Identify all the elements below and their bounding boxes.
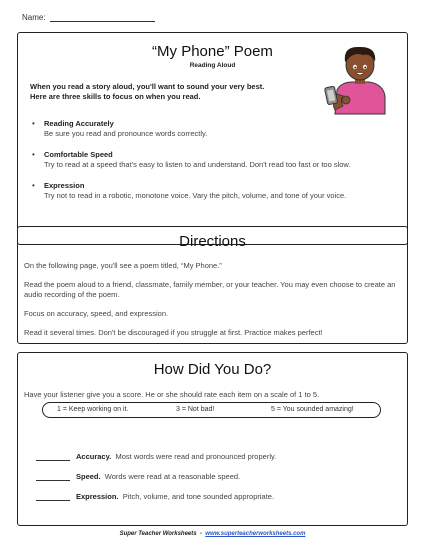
skill-heading: Comfortable Speed xyxy=(44,150,113,159)
assessment-instructions: Have your listener give you a score. He or she should rate each item on a scale of 1 to 5. xyxy=(24,390,320,399)
footer-separator: - xyxy=(199,531,202,537)
intro-line-2: Here are three skills to focus on when you read. xyxy=(30,92,201,101)
score-blank[interactable] xyxy=(36,453,70,461)
rating-label: Speed. xyxy=(76,472,101,481)
skill-text: Try not to read in a robotic, monotone voice. Vary the pitch, volume, and tone of your voice. xyxy=(44,191,347,200)
directions-paragraph: Read the poem aloud to a friend, classmate, family member, or your teacher. You may even choose to create an audio recording of the poem. xyxy=(24,280,396,299)
poem-subtitle: Reading Aloud xyxy=(189,62,236,69)
assessment-title: How Did You Do? xyxy=(153,361,272,378)
rating-scale xyxy=(42,402,381,418)
directions-paragraph: Focus on accuracy, speed, and expression. xyxy=(24,309,169,318)
skill-item: • Reading Accurately Be sure you read and pronounce words correctly. xyxy=(22,119,392,139)
directions-section xyxy=(17,226,408,344)
rating-row xyxy=(36,472,240,481)
rating-text: Most words were read and pronounced properly. xyxy=(115,452,277,461)
scale-high: 5 = You sounded amazing! xyxy=(271,406,354,413)
name-label: Name: xyxy=(22,13,46,22)
intro-section xyxy=(17,32,408,245)
rating-text: Pitch, volume, and tone sounded appropriate. xyxy=(122,492,275,501)
skill-text: Be sure you read and pronounce words correctly. xyxy=(44,129,208,138)
child-phone-illustration xyxy=(323,40,397,116)
self-assessment-section xyxy=(17,352,408,526)
name-field[interactable] xyxy=(22,13,155,22)
score-blank[interactable] xyxy=(36,473,70,481)
skill-item: • Expression Try not to read in a robotic, monotone voice. Vary the pitch, volume, and tone of your voice. xyxy=(22,181,392,201)
skill-text: Try to read at a speed that's easy to listen to and understand. Don't read too fast or too slow. xyxy=(44,160,351,169)
rating-label: Expression. xyxy=(76,492,119,501)
directions-title: Directions xyxy=(179,233,246,250)
rating-text: Words were read at a reasonable speed. xyxy=(104,472,241,481)
skill-item: • Comfortable Speed Try to read at a speed that's easy to listen to and understand. Don't read too fast or too slow. xyxy=(22,150,392,170)
footer-link[interactable]: www.superteacherworksheets.com xyxy=(205,531,306,537)
rating-label: Accuracy. xyxy=(76,452,112,461)
scale-mid: 3 = Not bad! xyxy=(176,406,215,413)
intro-line-1: When you read a story aloud, you'll want to sound your very best. xyxy=(30,82,265,91)
rating-row xyxy=(36,452,276,461)
skill-heading: Expression xyxy=(44,181,85,190)
directions-paragraph: On the following page, you'll see a poem titled, “My Phone.” xyxy=(24,261,222,270)
skill-heading: Reading Accurately xyxy=(44,119,114,128)
score-blank[interactable] xyxy=(36,493,70,501)
directions-paragraph: Read it several times. Don't be discouraged if you struggle at first. Practice makes perfect! xyxy=(24,328,323,337)
scale-low: 1 = Keep working on it. xyxy=(57,406,129,413)
poem-title: “My Phone” Poem xyxy=(152,43,273,60)
rating-row xyxy=(36,492,274,501)
footer-brand: Super Teacher Worksheets xyxy=(119,531,197,537)
footer xyxy=(0,531,425,537)
name-line[interactable] xyxy=(50,14,155,22)
